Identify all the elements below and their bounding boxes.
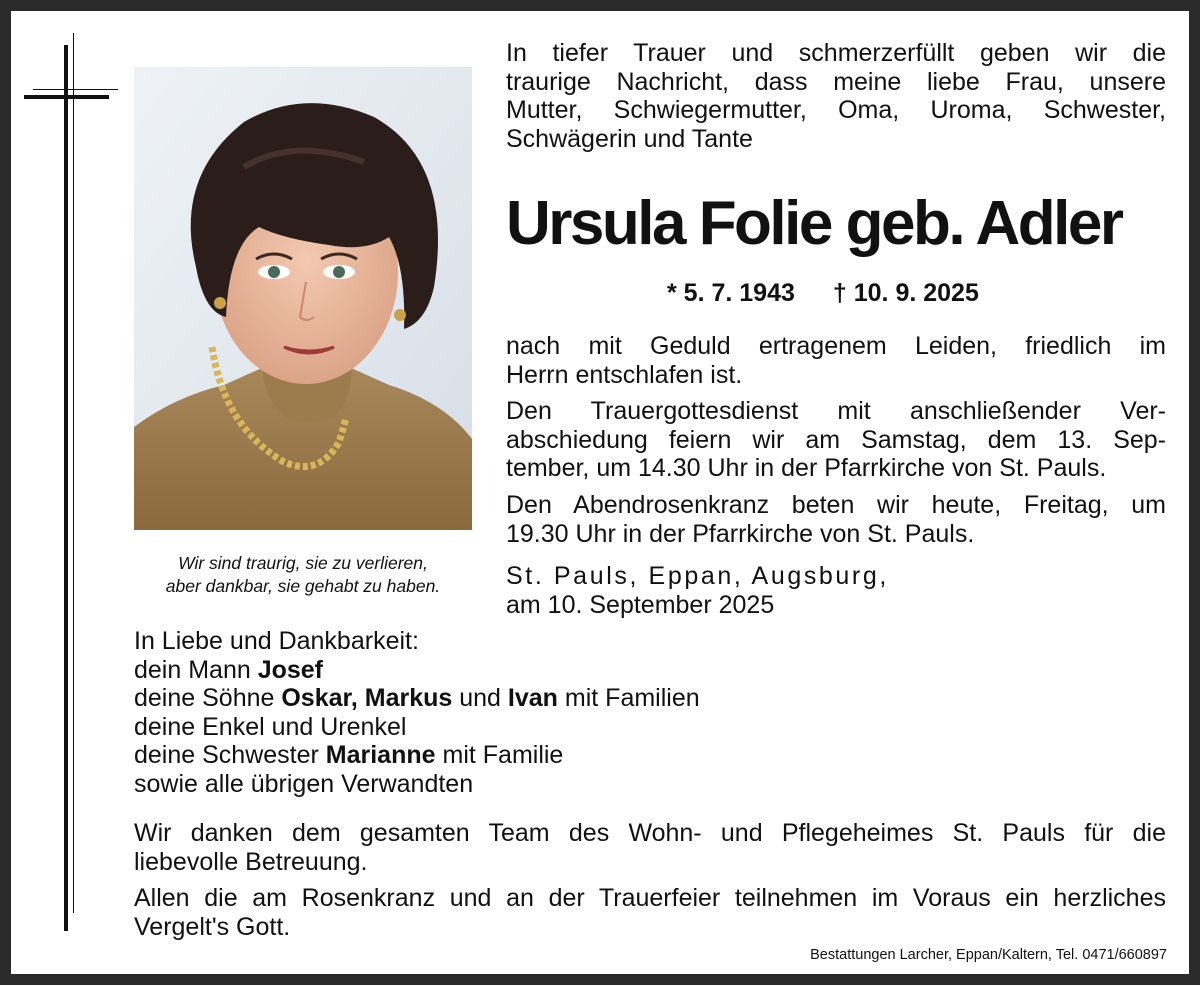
service-line: abschiedung feiern wir am Samstag, dem 13. Sep-: [506, 425, 1166, 454]
thanks-line: Wir danken dem gesamten Team des Wohn- und Pflegeheimes St. Pauls für die: [134, 819, 1166, 847]
sister-name: Marianne: [325, 741, 436, 769]
caption-line: aber dankbar, sie gehabt zu haben.: [165, 576, 441, 596]
photo-caption: [131, 552, 475, 598]
intro-line: traurige Nachricht, dass meine liebe Frau, unsere: [506, 67, 1166, 96]
family-grandchildren: deine Enkel und Urenkel: [134, 712, 407, 741]
intro-line: Schwägerin und Tante: [506, 124, 753, 153]
family-heading: In Liebe und Dankbarkeit:: [134, 627, 419, 655]
life-dates: [667, 279, 979, 308]
thanks-all: [134, 884, 1166, 941]
caption-line: Wir sind traurig, sie zu verlieren,: [178, 553, 428, 573]
family-husband: dein Mann Josef: [134, 655, 324, 684]
portrait-photo: [134, 67, 472, 530]
family-list: [134, 627, 700, 798]
intro-line: Mutter, Schwiegermutter, Oma, Uroma, Schwester,: [506, 96, 1166, 124]
passing-line: Herrn entschlafen ist.: [506, 360, 743, 389]
rosary-line: 19.30 Uhr in der Pfarrkirche von St. Pauls.: [506, 519, 975, 548]
thanks-line: liebevolle Betreuung.: [134, 847, 368, 876]
husband-name: Josef: [257, 655, 324, 684]
service-text: [506, 397, 1166, 483]
rosary-text: [506, 491, 1166, 548]
service-line: tember, um 14.30 Uhr in der Pfarrkirche von St. Pauls.: [506, 454, 1107, 482]
intro-line: In tiefer Trauer und schmerzerfüllt geben wir die: [506, 39, 1166, 67]
intro-text: [506, 39, 1166, 153]
son-names: Oskar, Markus: [281, 684, 453, 712]
service-line: Den Trauergottesdienst mit anschließender Ver-: [506, 397, 1166, 425]
birth-date: * 5. 7. 1943: [667, 279, 795, 307]
thanks-team: [134, 819, 1166, 876]
undertaker-footer: Bestattungen Larcher, Eppan/Kaltern, Tel. 0471/660897: [810, 947, 1167, 963]
thanks-line: Vergelt's Gott.: [134, 912, 291, 941]
place-and-date: [506, 562, 889, 619]
locations: St. Pauls, Eppan, Augsburg,: [506, 562, 889, 590]
son-name: Ivan: [507, 684, 558, 712]
passing-text: [506, 332, 1166, 389]
family-sons: deine Söhne Oskar, Markus und Ivan mit Familien: [134, 684, 700, 712]
obituary-card: [11, 11, 1189, 974]
death-date: † 10. 9. 2025: [832, 279, 979, 307]
rosary-line: Den Abendrosenkranz beten wir heute, Freitag, um: [506, 491, 1166, 519]
deceased-name: Ursula Folie geb. Adler: [506, 189, 1122, 258]
passing-line: nach mit Geduld ertragenem Leiden, friedlich im: [506, 332, 1166, 360]
thanks-line: Allen die am Rosenkranz und an der Trauerfeier teilnehmen im Voraus ein herzliches: [134, 884, 1166, 912]
notice-date: am 10. September 2025: [506, 590, 775, 619]
family-sister: deine Schwester Marianne mit Familie: [134, 741, 564, 769]
family-relatives: sowie alle übrigen Verwandten: [134, 769, 474, 798]
